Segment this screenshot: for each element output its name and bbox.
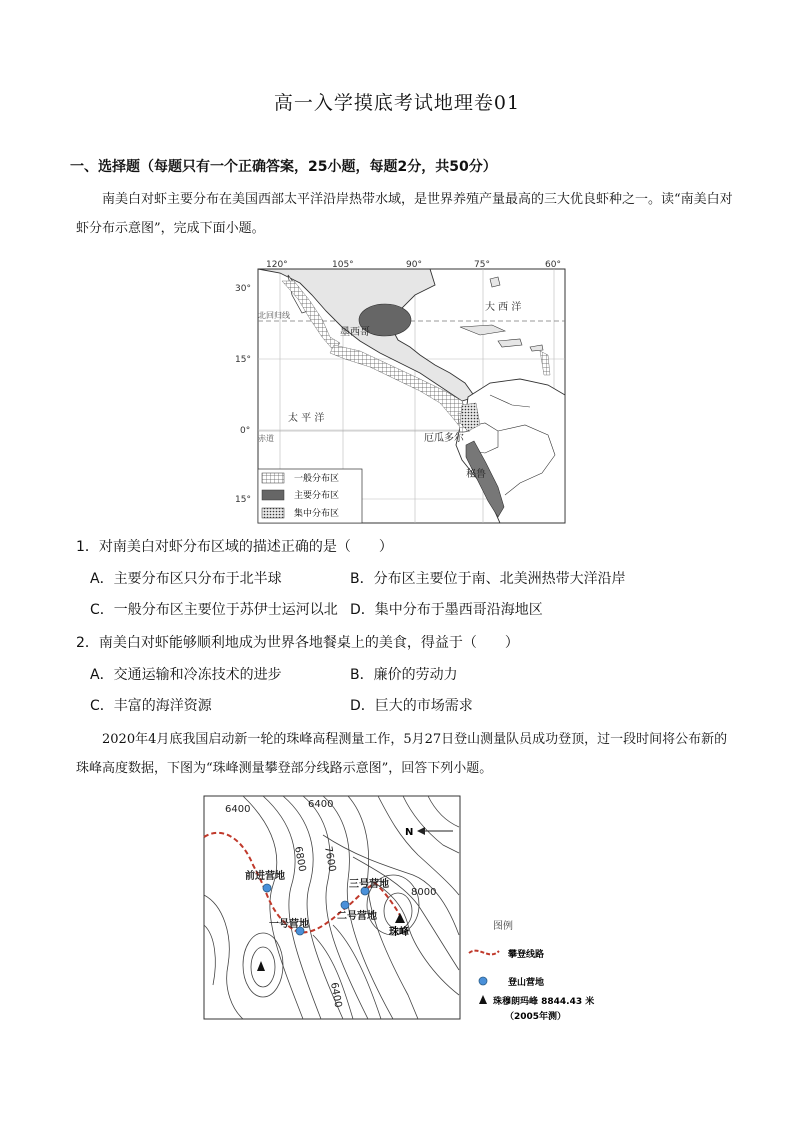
lat-label: 30° xyxy=(235,284,251,294)
page-title: 高一入学摸底考试地理卷01 xyxy=(273,92,521,114)
lat-label: 0° xyxy=(240,426,251,436)
q1-option-d[interactable]: D．集中分布于墨西哥沿海地区 xyxy=(350,602,543,618)
lon-label: 120° xyxy=(266,260,288,270)
camp-label: 一号营地 xyxy=(269,919,309,930)
q2-option-c[interactable]: C．丰富的海洋资源 xyxy=(90,698,212,714)
camp-marker xyxy=(263,884,271,892)
legend-general: 一般分布区 xyxy=(294,474,340,484)
mexico-label: 墨西哥 xyxy=(340,327,370,338)
legend-route-icon xyxy=(469,951,499,955)
contour-label: 8000 xyxy=(411,887,437,898)
equator-label: 赤道 xyxy=(258,434,274,443)
intro-paragraph-1: 南美白对虾主要分布在美国西部太平洋沿岸热带水域，是世界养殖产量最高的三大优良虾种之一。读“南美白对虾分布示意图”，完成下面小题。 xyxy=(76,192,733,236)
contour-label: 6400 xyxy=(308,799,334,810)
peak-label: 珠峰 xyxy=(389,927,409,938)
camp-marker xyxy=(341,901,349,909)
lon-label: 90° xyxy=(406,260,422,270)
q2-option-a[interactable]: A．交通运输和冷冻技术的进步 xyxy=(90,667,282,683)
lat-label: 15° xyxy=(235,355,251,365)
shrimp-distribution-map xyxy=(230,255,575,527)
legend-peak: 珠穆朗玛峰 8844.43 米 xyxy=(493,997,595,1007)
camp-label: 二号营地 xyxy=(337,911,377,922)
camp-label: 前进营地 xyxy=(245,871,285,882)
map1-legend xyxy=(258,469,362,523)
q1-option-a[interactable]: A．主要分布区只分布于北半球 xyxy=(90,571,282,587)
legend-peak-icon xyxy=(479,995,487,1004)
legend-route: 攀登线路 xyxy=(508,950,545,960)
lat-label: 15° xyxy=(235,495,251,505)
legend-camp: 登山营地 xyxy=(508,978,545,988)
q1-option-c[interactable]: C．一般分布区主要位于苏伊士运河以北 xyxy=(90,602,338,618)
north-label: N xyxy=(405,827,414,838)
q2-option-d[interactable]: D．巨大的市场需求 xyxy=(350,698,473,714)
atlantic-label: 大 西 洋 xyxy=(485,302,522,313)
legend-concentrated: 集中分布区 xyxy=(294,509,340,519)
pacific-label: 太 平 洋 xyxy=(288,413,325,424)
camp-label: 三号营地 xyxy=(349,879,389,890)
legend-title: 图例 xyxy=(493,921,513,932)
legend-main: 主要分布区 xyxy=(294,491,340,501)
section-heading: 一、选择题（每题只有一个正确答案，25小题，每题2分，共50分） xyxy=(70,159,497,175)
legend-camp-icon xyxy=(479,977,487,985)
contour-label: 6800 xyxy=(292,845,308,873)
q1-option-b[interactable]: B．分布区主要位于南、北美洲热带大洋沿岸 xyxy=(350,571,626,587)
lon-label: 60° xyxy=(545,260,561,270)
contour-label: 6400 xyxy=(225,804,251,815)
legend-year: （2005年测） xyxy=(505,1012,567,1022)
intro-paragraph-2: 2020年4月底我国启动新一轮的珠峰高程测量工作，5月27日登山测量队员成功登顶，过一段时间将公布新的珠峰高度数据，下图为“珠峰测量攀登部分线路示意图”，回答下列小题。 xyxy=(76,732,728,776)
lon-label: 105° xyxy=(332,260,354,270)
q2-option-b[interactable]: B．廉价的劳动力 xyxy=(350,667,458,683)
map2-legend xyxy=(469,919,594,1022)
question-1-stem: 1．对南美白对虾分布区域的描述正确的是（ ） xyxy=(76,539,393,555)
lon-label: 75° xyxy=(474,260,490,270)
everest-route-map xyxy=(203,795,603,1025)
contour-label: 7600 xyxy=(322,845,338,873)
ecuador-label: 厄瓜多尔 xyxy=(424,433,464,444)
tropic-label: 北回归线 xyxy=(258,311,290,320)
question-2-stem: 2．南美白对虾能够顺利地成为世界各地餐桌上的美食，得益于（ ） xyxy=(76,635,519,651)
contour-label: 6400 xyxy=(328,981,344,1009)
peru-label: 秘鲁 xyxy=(466,469,486,480)
